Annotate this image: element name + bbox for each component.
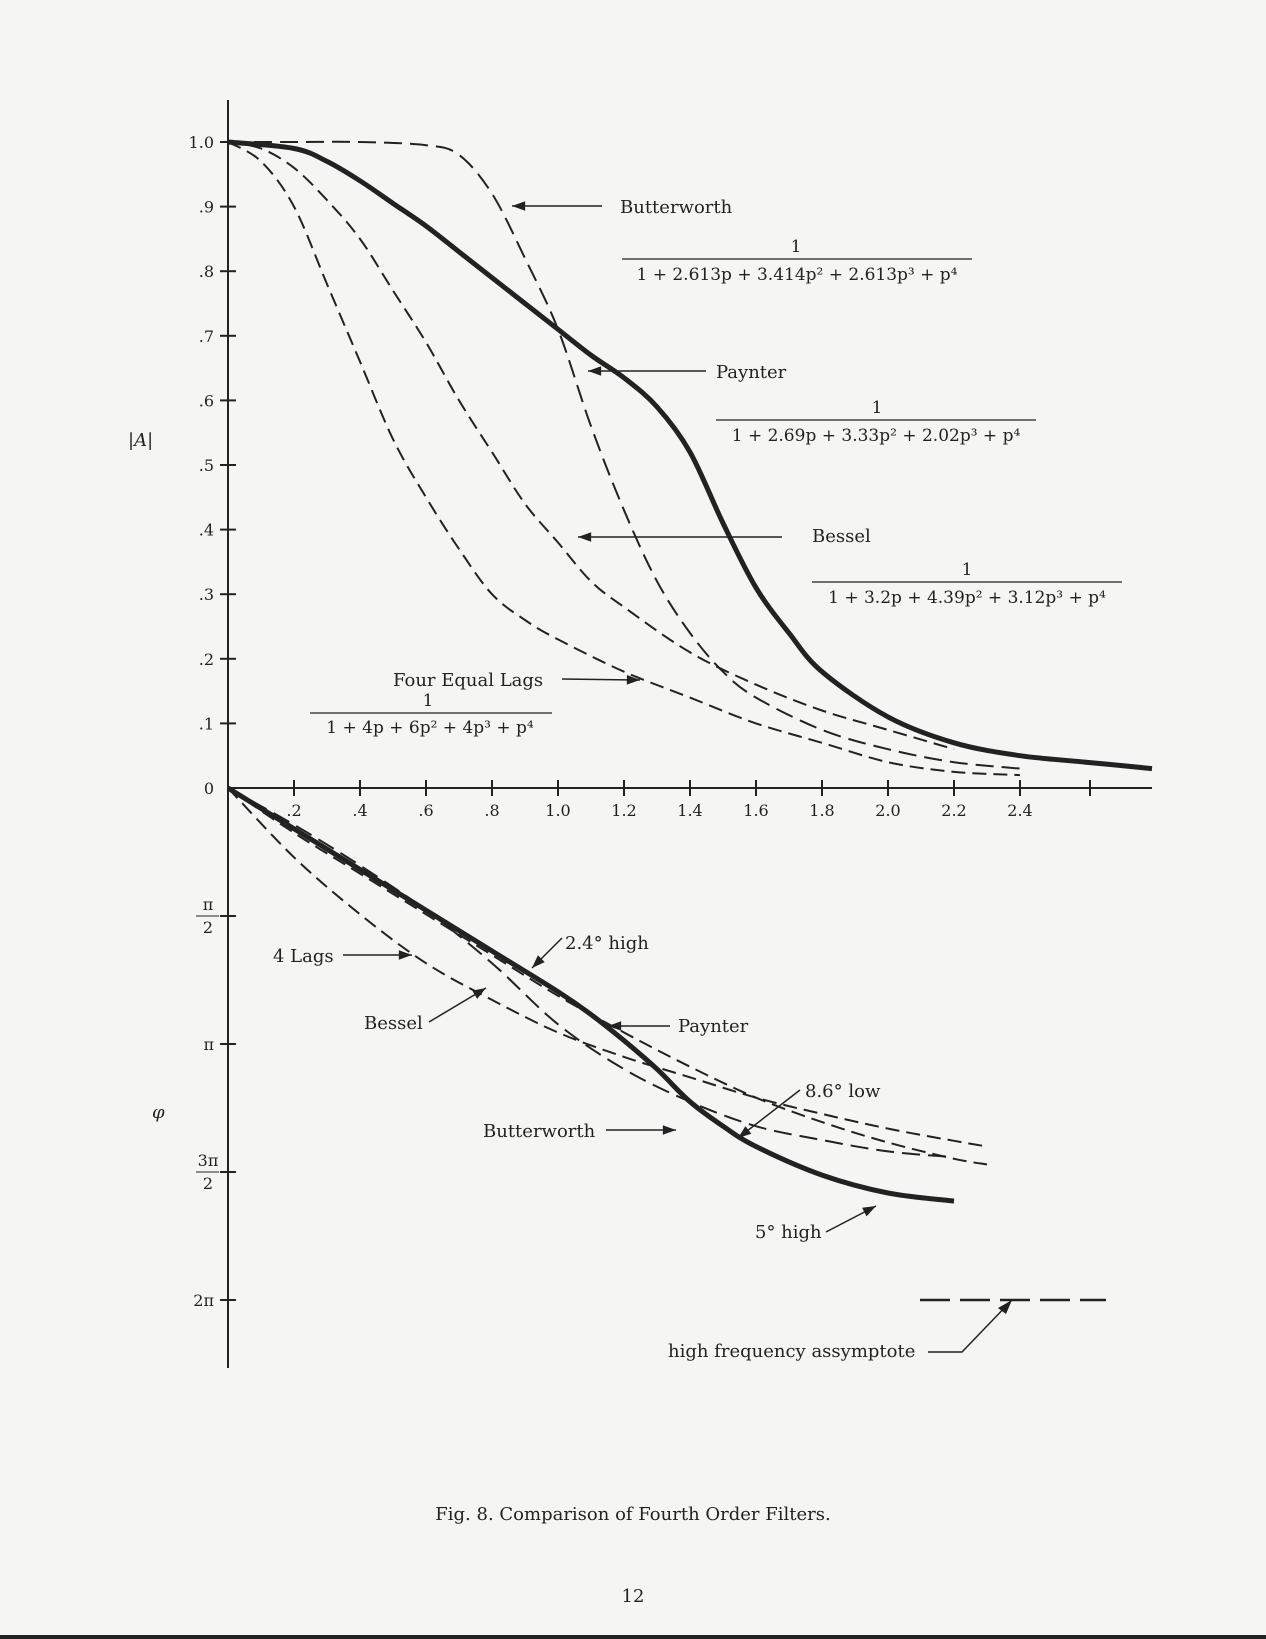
phase-tick-denominator: 2 xyxy=(202,918,214,937)
x-tick-label: 2.4 xyxy=(1007,801,1033,820)
paynter-pointer-head xyxy=(588,366,601,376)
phase-4-lags-label: 4 Lags xyxy=(273,946,334,967)
magnitude-butterworth-curve xyxy=(228,142,1020,769)
butterworth-formula-denominator: 1 + 2.613p + 3.414p² + 2.613p³ + p⁴ xyxy=(636,265,958,285)
phase-tick-label xyxy=(196,1151,219,1193)
page-edge xyxy=(0,1635,1266,1639)
x-tick-label: .2 xyxy=(286,801,302,820)
bessel-formula-denominator: 1 + 3.2p + 4.39p² + 3.12p³ + p⁴ xyxy=(828,588,1106,608)
phase-bessel-label: Bessel xyxy=(364,1013,423,1034)
x-tick-label: .6 xyxy=(418,801,434,820)
y-tick-label: .5 xyxy=(198,456,214,475)
figure-caption: Fig. 8. Comparison of Fourth Order Filters. xyxy=(435,1504,831,1525)
y-tick-label: .9 xyxy=(198,197,214,217)
phase-tick-numerator: π xyxy=(202,895,214,914)
phase-butterworth-pointer-head xyxy=(663,1125,676,1135)
paynter-formula-denominator: 1 + 2.69p + 3.33p² + 2.02p³ + p⁴ xyxy=(731,426,1021,446)
lags-formula-numerator: 1 xyxy=(422,691,434,711)
magnitude-paynter-curve xyxy=(228,142,1152,769)
y-tick-label: .6 xyxy=(198,391,214,411)
phase-paynter-label: Paynter xyxy=(678,1016,749,1037)
bessel-formula-numerator: 1 xyxy=(961,560,973,580)
bessel-label: Bessel xyxy=(812,526,871,547)
annotation-8-6-low-pointer-head xyxy=(738,1126,751,1138)
lags-formula-denominator: 1 + 4p + 6p² + 4p³ + p⁴ xyxy=(326,718,534,738)
phase-tick-denominator: 2 xyxy=(202,1174,214,1193)
four-equal-lags-label: Four Equal Lags xyxy=(393,670,544,691)
x-tick-label: .8 xyxy=(484,801,500,820)
bessel-pointer-head xyxy=(578,532,591,542)
annotation-5-high: 5° high xyxy=(755,1222,822,1243)
x-tick-label: 2.2 xyxy=(941,801,967,820)
phase-tick-label xyxy=(196,895,219,937)
phase-tick-label xyxy=(193,1291,214,1310)
phase-tick-numerator: 3π xyxy=(197,1151,219,1170)
phase-tick-value: π xyxy=(203,1035,214,1054)
phase-axis-title: φ xyxy=(152,1102,165,1123)
x-tick-label: 2.0 xyxy=(875,801,901,820)
butterworth-label: Butterworth xyxy=(620,197,733,218)
phase-butterworth-label: Butterworth xyxy=(483,1121,596,1142)
y-tick-label: .2 xyxy=(198,649,214,669)
phase-4-lags-pointer-head xyxy=(399,950,412,960)
butterworth-formula-numerator: 1 xyxy=(790,237,802,257)
paynter-label: Paynter xyxy=(716,362,787,383)
butterworth-pointer-head xyxy=(512,201,525,211)
page-number: 12 xyxy=(621,1586,645,1607)
y-tick-label: .8 xyxy=(198,262,214,282)
y-tick-label: .7 xyxy=(198,326,214,346)
x-tick-label: 1.4 xyxy=(677,801,703,820)
y-tick-label: .3 xyxy=(198,585,214,605)
asymptote-label: high frequency assymptote xyxy=(668,1341,916,1362)
x-tick-label: 1.0 xyxy=(545,801,571,820)
x-tick-label: 1.8 xyxy=(809,801,835,820)
y-tick-label: .4 xyxy=(198,520,214,540)
phase-bessel-curve xyxy=(228,788,987,1165)
x-tick-label: 1.6 xyxy=(743,801,769,820)
annotation-5-high-pointer-head xyxy=(862,1206,876,1216)
x-tick-label: 1.2 xyxy=(611,801,637,820)
annotation-2-4-high: 2.4° high xyxy=(565,933,649,954)
phase-tick-value: 2π xyxy=(193,1291,214,1310)
paynter-formula-numerator: 1 xyxy=(871,398,883,418)
magnitude-axis-title: |A| xyxy=(128,430,154,451)
y-tick-label: 0 xyxy=(203,779,214,798)
y-tick-label: 1.0 xyxy=(188,133,214,152)
y-tick-label: .1 xyxy=(198,714,214,734)
x-tick-label: .4 xyxy=(352,801,368,820)
annotation-8-6-low: 8.6° low xyxy=(805,1081,881,1102)
phase-tick-label xyxy=(203,1035,214,1054)
